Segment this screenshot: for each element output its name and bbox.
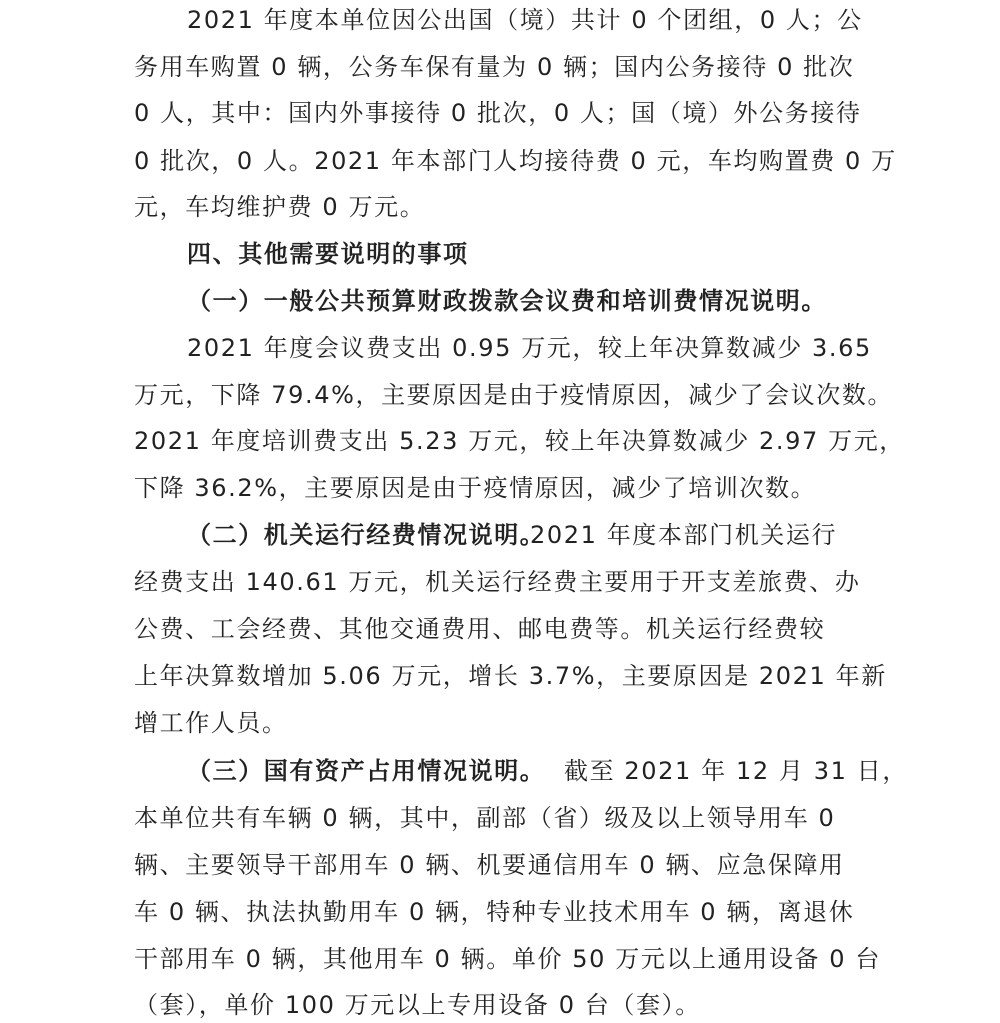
- text-line: [0, 567, 1000, 597]
- paragraph-text: 辆、主要领导干部用车 0 辆、机要通信用车 0 辆、应急保障用: [134, 851, 845, 879]
- paragraph-text: 2021 年度培训费支出 5.23 万元，较上年决算数减少 2.97 万元，: [134, 427, 905, 455]
- paragraph-text: 0 人，其中：国内外事接待 0 批次，0 人；国（境）外公务接待: [134, 99, 862, 127]
- subsection-heading-text: （一）一般公共预算财政拨款会议费和培训费情况说明。: [187, 287, 827, 315]
- text-line: [0, 146, 1000, 176]
- text-line: [0, 850, 1000, 880]
- text-line: [0, 426, 1000, 456]
- inline-subheading: （三）国有资产占用情况说明。: [187, 757, 546, 785]
- paragraph-text: 上年决算数增加 5.06 万元，增长 3.7%，主要原因是 2021 年新: [134, 662, 887, 690]
- text-line: [0, 333, 1000, 363]
- section-heading-text: 四、其他需要说明的事项: [187, 240, 469, 268]
- text-line: [0, 756, 1000, 786]
- text-line: [0, 897, 1000, 927]
- paragraph-text: 2021 年度本部门机关运行: [530, 521, 838, 549]
- paragraph-text: （套），单价 100 万元以上专用设备 0 台（套）。: [134, 991, 701, 1019]
- paragraph-text: 2021 年度会议费支出 0.95 万元，较上年决算数减少 3.65: [187, 334, 872, 362]
- text-line: [0, 990, 1000, 1020]
- paragraph-text: 本单位共有车辆 0 辆，其中，副部（省）级及以上领导用车 0: [134, 804, 836, 832]
- paragraph-text: 元，车均维护费 0 万元。: [134, 193, 426, 221]
- text-line: [0, 5, 1000, 35]
- paragraph-text: 公费、工会经费、其他交通费用、邮电费等。机关运行经费较: [134, 615, 826, 643]
- text-line: [0, 708, 1000, 738]
- paragraph-text: 万元，下降 79.4%，主要原因是由于疫情原因，减少了会议次数。: [134, 381, 894, 409]
- text-line: [0, 661, 1000, 691]
- text-line: [0, 520, 1000, 550]
- text-line: [0, 944, 1000, 974]
- paragraph-text: 下降 36.2%，主要原因是由于疫情原因，减少了培训次数。: [134, 474, 817, 502]
- paragraph-text: 截至 2021 年 12 月 31 日，: [564, 757, 908, 785]
- section-heading: [0, 239, 1000, 269]
- paragraph-text: 经费支出 140.61 万元，机关运行经费主要用于开支差旅费、办: [134, 568, 861, 596]
- paragraph-text: 2021 年度本单位因公出国（境）共计 0 个团组，0 人；公: [187, 6, 863, 34]
- paragraph-text: 0 批次，0 人。2021 年本部门人均接待费 0 元，车均购置费 0 万: [134, 147, 897, 175]
- paragraph-text: 干部用车 0 辆，其他用车 0 辆。单价 50 万元以上通用设备 0 台: [134, 945, 881, 973]
- paragraph-text: 车 0 辆、执法执勤用车 0 辆，特种专业技术用车 0 辆，离退休: [134, 898, 855, 926]
- text-line: [0, 98, 1000, 128]
- paragraph-text: 务用车购置 0 辆，公务车保有量为 0 辆；国内公务接待 0 批次: [134, 53, 855, 81]
- text-line: [0, 192, 1000, 222]
- text-line: [0, 803, 1000, 833]
- inline-subheading: （二）机关运行经费情况说明。: [187, 521, 546, 549]
- text-line: [0, 473, 1000, 503]
- text-line: [0, 52, 1000, 82]
- text-line: [0, 380, 1000, 410]
- text-line: [0, 614, 1000, 644]
- subsection-heading: [0, 286, 1000, 316]
- paragraph-text: 增工作人员。: [134, 709, 288, 737]
